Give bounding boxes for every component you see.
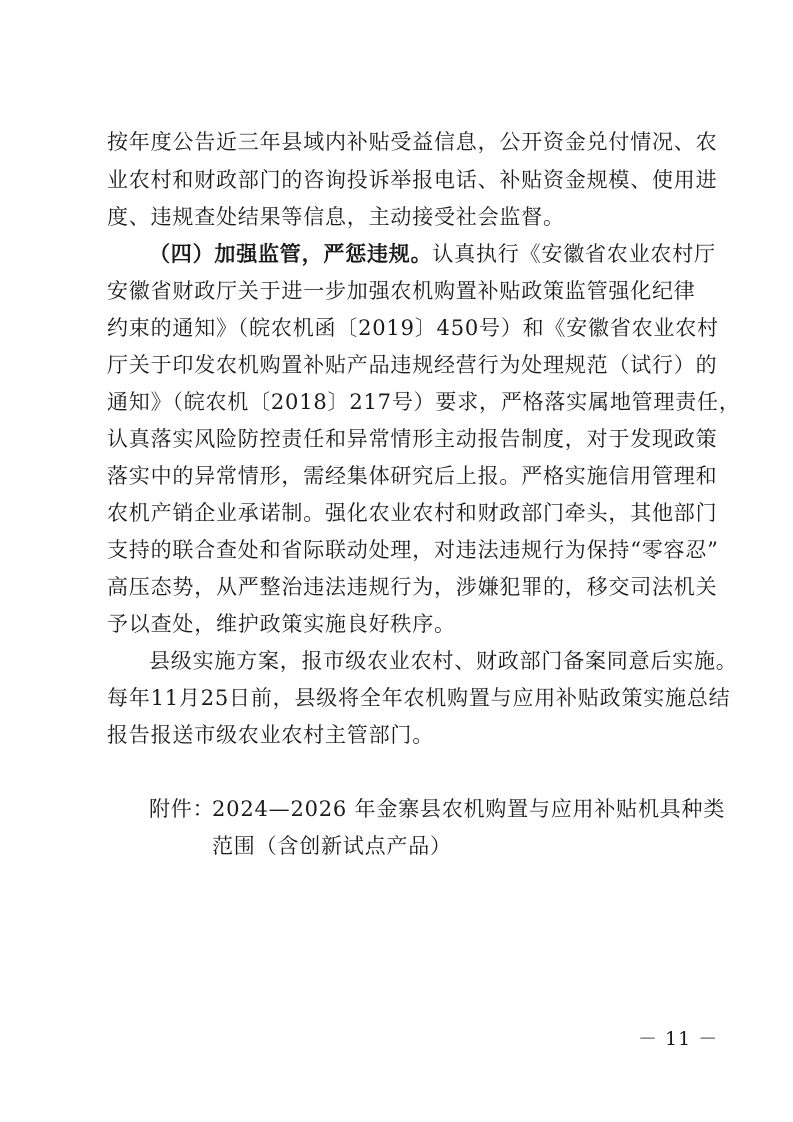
paragraph-2-line-11: 予以查处，维护政策实施良好秩序。 [107, 612, 456, 636]
attachment-title-line-1: 2024—2026 年金寨县农机购置与应用补贴机具种类 [212, 797, 726, 821]
paragraph-2-first-line-text: 认真执行《安徽省农业农村厅 [432, 242, 716, 266]
paragraph-3-line-2: 每年11月25日前，县级将全年农机购置与应用补贴政策实施总结 [107, 686, 731, 710]
attachment-title-line-2: 范围（含创新试点产品） [212, 834, 452, 858]
paragraph-3-line-1: 县级实施方案，报市级农业农村、财政部门备案同意后实施。 [149, 649, 738, 673]
paragraph-3-line-3: 报告报送市级农业农村主管部门。 [107, 723, 434, 747]
paragraph-2-line-3: 约束的通知》（皖农机函〔2019〕450号）和《安徽省农业农村 [107, 316, 719, 340]
section-heading: （四）加强监管，严惩违规。 [149, 242, 433, 266]
paragraph-2-line-1 [149, 242, 716, 266]
paragraph-1-line-2: 业农村和财政部门的咨询投诉举报电话、补贴资金规模、使用进 [107, 168, 718, 192]
paragraph-2-line-4: 厅关于印发农机购置补贴产品违规经营行为处理规范（试行）的 [107, 353, 718, 377]
paragraph-2-line-9: 支持的联合查处和省际联动处理，对违法违规行为保持“零容忍” [107, 538, 719, 562]
paragraph-1-line-1: 按年度公告近三年县域内补贴受益信息，公开资金兑付情况、农 [107, 130, 718, 154]
paragraph-2-line-5: 通知》（皖农机〔2018〕217号）要求，严格落实属地管理责任， [107, 390, 741, 414]
paragraph-2-line-7: 落实中的异常情形，需经集体研究后上报。严格实施信用管理和 [107, 464, 718, 488]
paragraph-2-line-10: 高压态势，从严整治违法违规行为，涉嫌犯罪的，移交司法机关 [107, 575, 718, 599]
paragraph-2-line-6: 认真落实风险防控责任和异常情形主动报告制度，对于发现政策 [107, 427, 718, 451]
paragraph-2-line-8: 农机产销企业承诺制。强化农业农村和财政部门牵头，其他部门 [107, 501, 718, 525]
paragraph-1-line-3: 度、违规查处结果等信息，主动接受社会监督。 [107, 205, 565, 229]
page-number: － 11 － [638, 1028, 719, 1050]
attachment-label: 附件： [149, 797, 215, 821]
paragraph-2-line-2: 安徽省财政厅关于进一步加强农机购置补贴政策监管强化纪律 [107, 279, 696, 303]
